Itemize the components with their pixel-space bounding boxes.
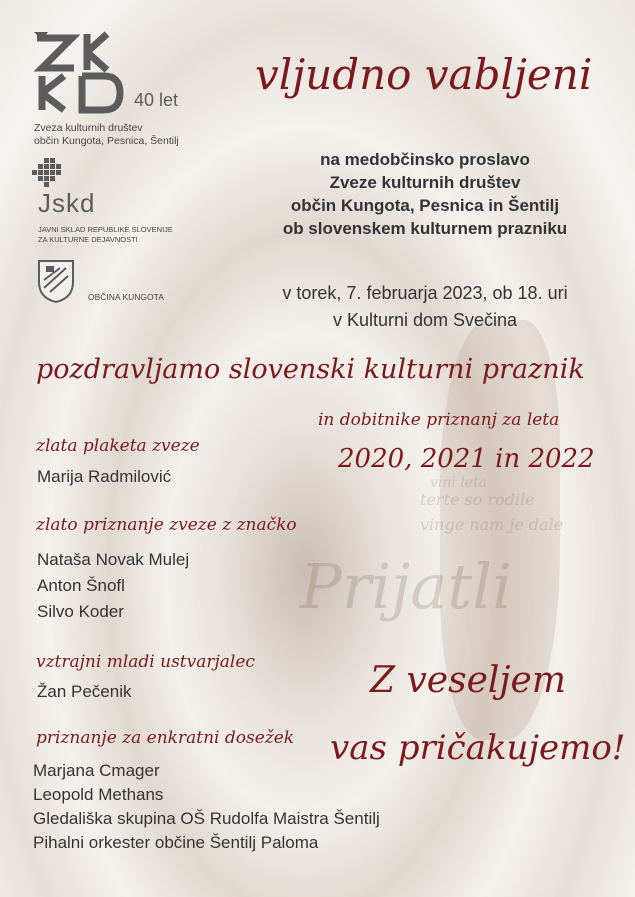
event-line4: ob slovenskem kulturnem prazniku — [282, 219, 568, 238]
event-date: v torek, 7. februarja 2023, ob 18. uri — [282, 283, 568, 303]
event-venue: v Kulturni dom Svečina — [332, 310, 518, 330]
jskd-logo — [32, 158, 207, 243]
award-category-2: zlato priznanje zveze z značko — [36, 515, 297, 535]
award-category-3: vztrajni mladi ustvarjalec — [36, 652, 255, 672]
award-recipient: Silvo Koder — [37, 602, 124, 621]
award-recipient: Pihalni orkester občine Šentilj Paloma — [33, 833, 319, 852]
kungota-name: OBČINA KUNGOTA — [88, 292, 164, 302]
event-line1: na medobčinsko proslavo — [320, 150, 530, 169]
zkd-logo-icon — [32, 30, 132, 115]
closing-line1: Z veseljem — [370, 660, 566, 701]
greeting-line2: in dobitnike priznanj za leta — [318, 410, 560, 430]
greeting-years: 2020, 2021 in 2022 — [338, 444, 595, 474]
zkd-name-line1: Zveza kulturnih društev — [34, 122, 143, 134]
closing-line2: vas pričakujemo! — [330, 728, 626, 768]
jskd-line1: JAVNI SKLAD REPUBLIKE SLOVENIJE — [38, 225, 173, 234]
award-recipient: Anton Šnofl — [37, 576, 125, 595]
greeting-line1: pozdravljamo slovenski kulturni praznik — [36, 354, 585, 385]
kungota-logo — [36, 258, 196, 310]
event-line3: občin Kungota, Pesnica in Šentilj — [290, 196, 560, 215]
zkd-years: 40 let — [134, 90, 179, 110]
event-details — [225, 148, 625, 240]
zkd-logo — [32, 30, 202, 150]
jskd-logo-icon — [32, 158, 66, 188]
award-recipient: Marija Radmilović — [37, 467, 172, 486]
award-recipient: Marjana Cmager — [33, 761, 160, 780]
jskd-name: Jskd — [38, 188, 96, 218]
award-recipient: Nataša Novak Mulej — [37, 550, 190, 569]
invite-title: vljudno vabljeni — [255, 50, 593, 99]
event-time — [225, 280, 625, 334]
jskd-line2: ZA KULTURNE DEJAVNOSTI — [38, 235, 138, 244]
award-recipient: Leopold Methans — [33, 785, 164, 804]
award-recipient: Gledališka skupina OŠ Rudolfa Maistra Šentilj — [33, 809, 380, 828]
award-recipient: Žan Pečenik — [37, 682, 132, 701]
zkd-name-line2: občin Kungota, Pesnica, Šentilj — [34, 135, 179, 147]
event-line2: Zveze kulturnih društev — [329, 173, 521, 192]
kungota-crest-icon — [36, 258, 76, 304]
award-category-1: zlata plaketa zveze — [36, 436, 200, 456]
award-category-4: priznanje za enkratni dosežek — [36, 728, 295, 748]
